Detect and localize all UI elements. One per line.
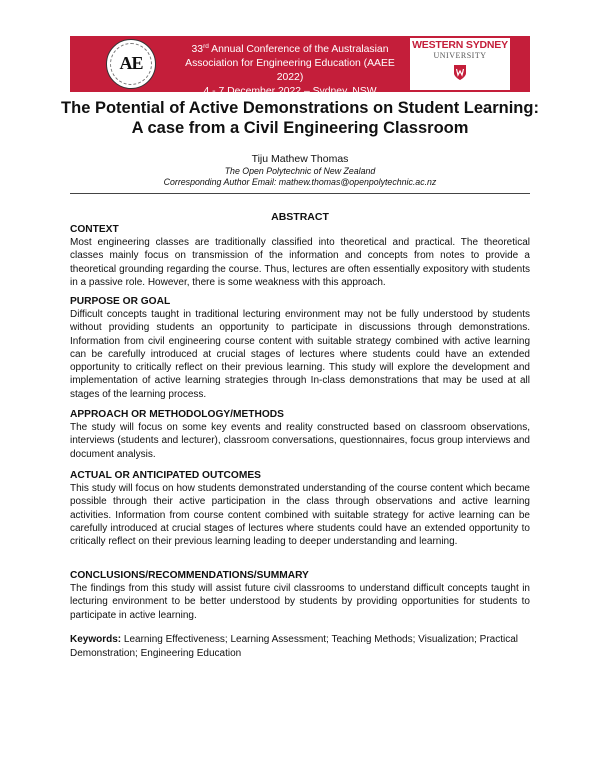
conference-info — [180, 40, 400, 99]
section-outcomes — [70, 469, 530, 548]
divider — [70, 193, 530, 194]
title-line-2: A case from a Civil Engineering Classroom — [131, 119, 469, 137]
author-email[interactable]: Corresponding Author Email: mathew.thomas@openpolytechnic.ac.nz — [163, 177, 437, 187]
section-context — [70, 223, 530, 289]
aaee-logo — [106, 39, 156, 89]
section-heading: PURPOSE OR GOAL — [70, 296, 171, 307]
section-body: Most engineering classes are traditionally classified into theoretical and practical. The theoretical classes mainly focus on transmission of the information and concepts from notes to provide a theoretical grounding regarding the course. Thus, lectures are often essentially expository with students in a passive role. However, there is some weakness with this approach. — [70, 237, 530, 288]
section-heading: ACTUAL OR ANTICIPATED OUTCOMES — [70, 470, 261, 481]
conference-line-3: 4 - 7 December 2022 – Sydney, NSW — [203, 86, 377, 97]
section-heading: CONCLUSIONS/RECOMMENDATIONS/SUMMARY — [70, 570, 309, 581]
university-logo — [410, 38, 510, 90]
university-name-bottom: UNIVERSITY — [433, 51, 487, 60]
conference-line-1: 33rd Annual Conference of the Australasian — [191, 43, 389, 55]
university-shield-icon — [453, 64, 467, 81]
keywords-text: Learning Effectiveness; Learning Assessment; Teaching Methods; Visualization; Practical Demonstration; Engineering Education — [70, 634, 519, 659]
section-body: The findings from this study will assist future civil classrooms to understand difficult concepts taught in lecturing environment to be better understood by students by providing opportunities for students to participate in active learning. — [70, 583, 530, 621]
section-body: This study will focus on how students demonstrated understanding of the course content which became possible through their active participation in the class through observations and active learning activities. Information from course content combined with suitable strategy for active learning can be carefully introduced at crucial stages of lectures where students could have an extended opportunity to critically reflect on their previous learning leading to deeper understanding and learning. — [70, 483, 530, 548]
title-line-1: The Potential of Active Demonstrations on Student Learning: — [61, 99, 539, 117]
university-name-top: WESTERN SYDNEY — [412, 39, 508, 51]
section-conclusions — [70, 569, 530, 622]
logo-monogram: AE — [119, 53, 143, 73]
section-body: The study will focus on some key events and reality constructed based on classroom observations, interviews (students and lecturer), classroom conversations, questionnaires, focus group interviews and document analysis. — [70, 422, 530, 460]
section-approach — [70, 408, 530, 461]
author-name: Tiju Mathew Thomas — [251, 153, 349, 165]
section-heading: APPROACH OR METHODOLOGY/METHODS — [70, 409, 284, 420]
section-heading: CONTEXT — [70, 224, 119, 235]
keywords-label: Keywords: — [70, 634, 122, 645]
abstract-heading: ABSTRACT — [271, 211, 329, 223]
paper-title — [40, 98, 560, 138]
section-purpose — [70, 295, 530, 401]
keywords — [70, 633, 530, 661]
conference-banner — [70, 36, 530, 97]
author-affiliation: The Open Polytechnic of New Zealand — [224, 166, 376, 176]
section-body: Difficult concepts taught in traditional lecturing environment may not be fully understood by students without providing students an opportunity to participate in discussions through demonstrations. Information from civil engineering course content with suitable strategy combined with active learning can be carefully introduced at crucial stages of lectures where students could have an extended opportunity to critically reflect on their previous learning. This study will explore the development and implementation of active learning strategies through In-class demonstrations that may be used at all stages of the learning process. — [70, 309, 530, 400]
conference-line-2: Association for Engineering Education (AAEE 2022) — [185, 58, 395, 83]
